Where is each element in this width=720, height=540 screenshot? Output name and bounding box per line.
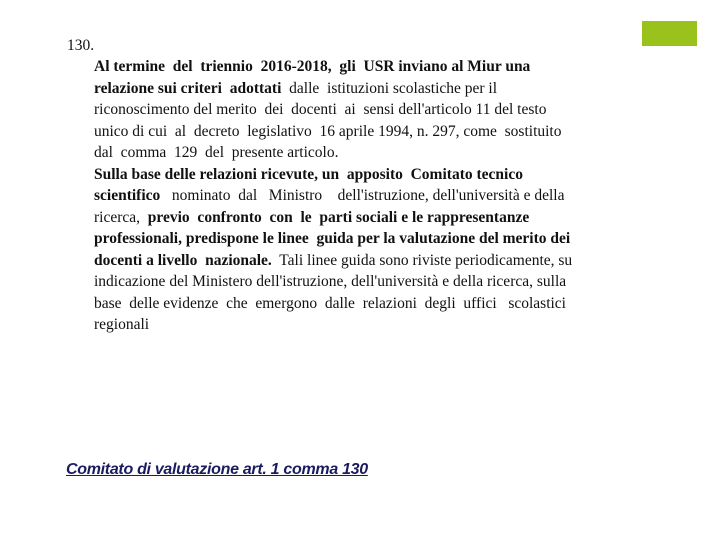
text-run: riconoscimento del merito dei docenti ai sensi dell'articolo 11 del testo (94, 101, 547, 118)
text-line (94, 293, 674, 315)
text-line (94, 228, 674, 250)
text-run: unico di cui al decreto legislativo 16 aprile 1994, n. 297, come sostituito (94, 122, 562, 140)
text-line (94, 121, 674, 143)
text-run: Sulla base delle relazioni ricevute, un apposito Comitato tecnico (94, 165, 523, 183)
text-run: relazione sui criteri adottati (94, 79, 282, 97)
text-line (94, 185, 674, 207)
text-line (94, 314, 674, 336)
text-run: docenti a livello nazionale. (94, 251, 272, 269)
text-line (94, 78, 674, 100)
text-run: nominato dal Ministro dell'istruzione, dell'università e della (160, 187, 565, 204)
text-run: Al termine del triennio 2016-2018, gli USR inviano al Miur una (94, 58, 531, 75)
accent-bar (642, 21, 697, 46)
text-run: professionali, predispone le linee guida per la valutazione del merito dei (94, 230, 571, 247)
text-run: dalle istituzioni scolastiche per il (281, 79, 498, 97)
footer-caption: Comitato di valutazione art. 1 comma 130 (66, 461, 368, 478)
text-line (94, 99, 674, 121)
text-run: regionali (94, 316, 150, 333)
text-run: base delle evidenze che emergono dalle relazioni degli uffici scolastici (94, 294, 566, 312)
text-line (94, 142, 674, 164)
text-line (94, 164, 674, 186)
text-line (94, 271, 674, 293)
text-run: Tali linee guida sono riviste periodicamente, su (271, 251, 573, 269)
article-text (94, 56, 674, 336)
text-run: scientifico (94, 187, 161, 204)
text-run: previo confronto con le parti sociali e le rappresentanze (140, 208, 530, 226)
text-run: ricerca, (94, 208, 141, 226)
text-run: indicazione del Ministero dell'istruzione, dell'università e della ricerca, sulla (94, 273, 567, 290)
paragraph-number: 130. (67, 37, 95, 54)
text-line (94, 56, 674, 78)
text-line (94, 207, 674, 229)
text-line (94, 250, 674, 272)
text-run: dal comma 129 del presente articolo. (94, 144, 339, 161)
